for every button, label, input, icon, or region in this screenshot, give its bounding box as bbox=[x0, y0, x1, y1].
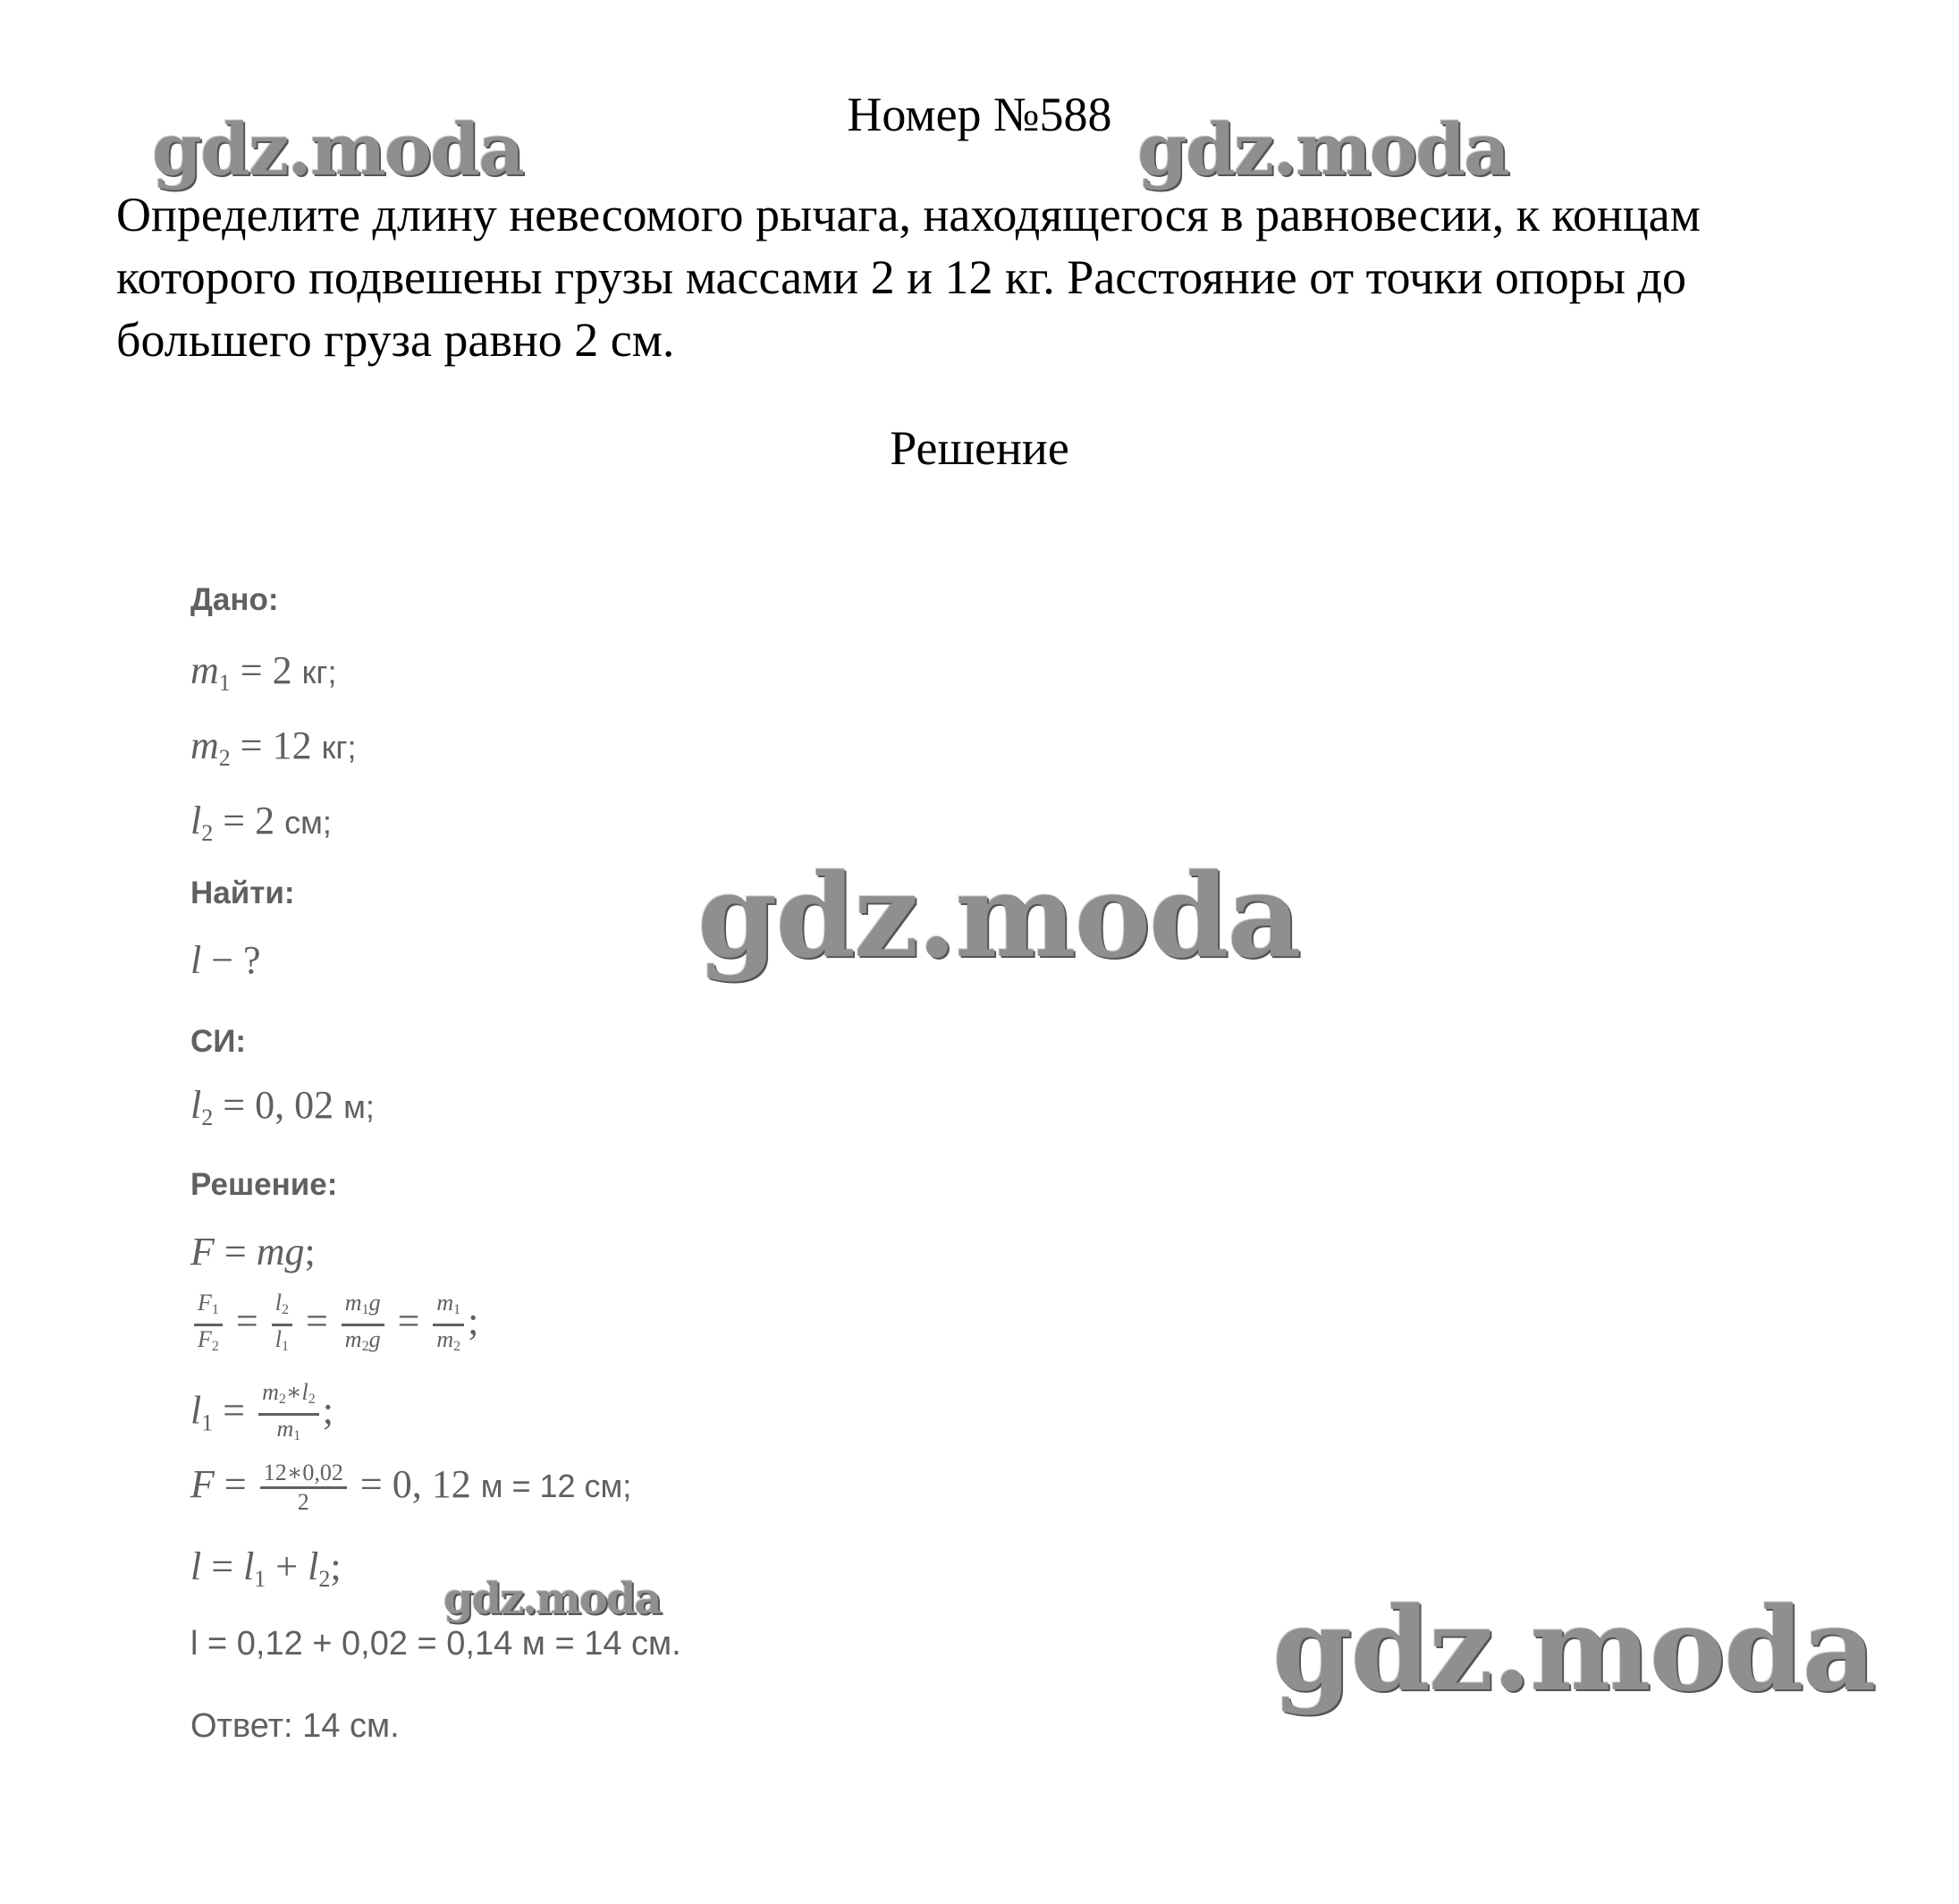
given-m1: $m_1 = 2$ кг; bbox=[190, 648, 337, 696]
fraction: $\frac{m_1}{m_2}$ bbox=[433, 1290, 464, 1360]
l2-value: 2 bbox=[255, 799, 275, 842]
f-eq-tail: = 0, 12 bbox=[359, 1462, 471, 1506]
formula-l-sum: $l = l_1 + l_2$; bbox=[190, 1544, 342, 1592]
fraction: $\frac{l_2}{l_1}$ bbox=[272, 1290, 292, 1360]
l2-si-value: 0, 02 bbox=[255, 1083, 334, 1127]
f-eq-units: м = 12 см; bbox=[480, 1468, 632, 1504]
m1-value: 2 bbox=[272, 648, 292, 692]
find-label: Найти: bbox=[190, 876, 295, 910]
watermark: gdz.moda bbox=[1272, 1583, 1875, 1717]
final-line: l = 0,12 + 0,02 = 0,14 м = 14 см. bbox=[190, 1625, 681, 1663]
watermark: gdz.moda bbox=[697, 850, 1300, 984]
fraction: $\frac{m_2∗l_2}{m_1}$ bbox=[258, 1379, 319, 1450]
unit-kg: кг; bbox=[301, 654, 337, 690]
formula-f-mg: F = mg; bbox=[190, 1230, 316, 1274]
watermark: gdz.moda bbox=[443, 1574, 661, 1624]
si-label: СИ: bbox=[190, 1024, 247, 1059]
watermark: gdz.moda bbox=[1137, 107, 1508, 191]
formula-ratio: $\frac{F_1}{F_2}$ = $\frac{l_2}{l_1}$ = $\frac{m_1g}{m_2g}$ = $\frac{m_1}{m_2}$ ; bbox=[190, 1290, 478, 1360]
m2-value: 12 bbox=[272, 724, 312, 767]
answer: Ответ: 14 см. bbox=[190, 1707, 400, 1745]
watermark: gdz.moda bbox=[152, 107, 523, 191]
page-title: Номер №588 bbox=[847, 88, 1112, 141]
fraction: $\frac{m_1g}{m_2g}$ bbox=[342, 1290, 384, 1360]
find-l: l − ? bbox=[190, 938, 261, 982]
problem-statement: Определите длину невесомого рычага, находящегося в равновесии, к концам которого подвешены грузы массами 2 и 12 кг. Расстояние от точки опоры до большего груза равно 2 см. bbox=[116, 188, 1701, 367]
fraction: $\frac{F_1}{F_2}$ bbox=[194, 1290, 223, 1360]
formula-f-calc: F = $\frac{12∗0,02}{2}$ = 0, 12 м = 12 см; bbox=[190, 1460, 632, 1516]
given-m2: $m_2 = 12$ кг; bbox=[190, 724, 357, 771]
solution-heading: Решение bbox=[890, 421, 1069, 475]
fraction: $\frac{12∗0,02}{2}$ bbox=[260, 1460, 347, 1516]
si-l2: $l_2 = 0$, 02 м; bbox=[190, 1083, 375, 1130]
formula-l1: $l_1$ = $\frac{m_2∗l_2}{m_1}$ ; bbox=[190, 1379, 334, 1450]
unit-cm: см; bbox=[284, 804, 332, 841]
unit-kg: кг; bbox=[321, 729, 357, 766]
given-l2: $l_2 = 2$ см; bbox=[190, 799, 332, 846]
solution-label: Решение: bbox=[190, 1167, 338, 1202]
given-label: Дано: bbox=[190, 582, 279, 617]
unit-m: м; bbox=[343, 1088, 375, 1125]
